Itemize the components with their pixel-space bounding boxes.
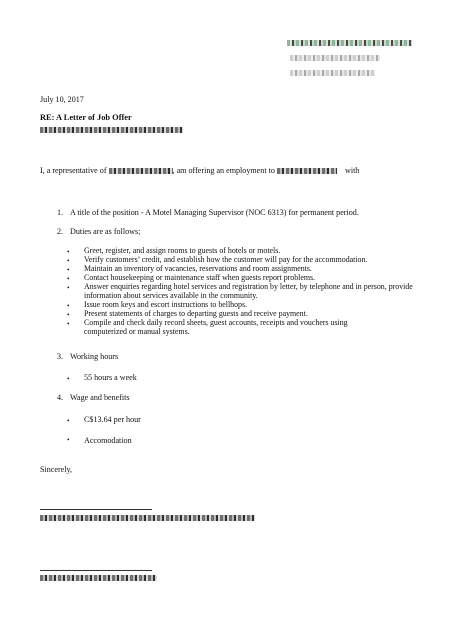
section-number: 2. [57, 227, 64, 236]
bullet-icon: • [67, 436, 70, 444]
section-number: 4. [57, 393, 64, 402]
redacted-employee-name [277, 168, 337, 174]
intro-paragraph [40, 166, 359, 176]
duty-item: Maintain an inventory of vacancies, reservations and room assignments. [84, 264, 312, 273]
duty-item: Greet, register, and assign rooms to guests of hotels or motels. [84, 246, 281, 255]
redacted-letterhead-line-3 [290, 70, 375, 76]
signature-line-employee [40, 570, 152, 571]
duty-item: Contact housekeeping or maintenance staff when guests report problems. [84, 273, 316, 282]
benefit-value: Accomodation [84, 436, 132, 445]
intro-middle: , am offering an employment to [172, 166, 275, 175]
bullet-icon: • [67, 248, 70, 256]
bullet-icon: • [67, 320, 70, 328]
signature-line-employer [40, 509, 152, 510]
bullet-icon: • [67, 284, 70, 292]
bullet-icon: • [67, 275, 70, 283]
redacted-letterhead-line-2 [290, 55, 380, 61]
wage-value: C$13.64 per hour [84, 415, 141, 424]
section-number: 1. [57, 208, 64, 217]
section-title-hours: Working hours [70, 352, 119, 361]
bullet-icon: • [67, 302, 70, 310]
duty-item: Issue room keys and escort instructions to bellhops. [84, 300, 248, 309]
redacted-recipient-line [40, 127, 183, 133]
bullet-icon: • [67, 417, 70, 425]
redacted-company-name [109, 168, 173, 174]
redacted-letterhead-line-1 [287, 40, 412, 46]
section-title-wage: Wage and benefits [70, 393, 130, 402]
section-title-position: A title of the position - A Motel Managing Supervisor (NOC 6313) for permanent period. [70, 208, 359, 217]
duty-item: Present statements of charges to departing guests and receive payment. [84, 309, 308, 318]
redacted-employee-signatory [40, 575, 157, 581]
duty-item: Answer enquiries regarding hotel services and registration by letter, by telephone and in person, provide information about services available in the community. [84, 282, 413, 300]
duty-item: Compile and check daily record sheets, guest accounts, receipts and vouchers using computerized or manual systems. [84, 318, 348, 336]
section-number: 3. [57, 352, 64, 361]
section-title-duties: Duties are as follows; [70, 227, 141, 236]
closing: Sincerely, [40, 465, 73, 474]
bullet-icon: • [67, 375, 70, 383]
bullet-icon: • [67, 311, 70, 319]
bullet-icon: • [67, 266, 70, 274]
redacted-employer-signatory [40, 515, 255, 521]
duty-item: Verify customers’ credit, and establish how the customer will pay for the accommodation. [84, 255, 368, 264]
bullet-icon: • [67, 257, 70, 265]
letter-subject: RE: A Letter of Job Offer [40, 113, 132, 122]
working-hours-value: 55 hours a week [84, 373, 137, 382]
intro-suffix: with [344, 166, 360, 175]
intro-prefix: I, a representative of [40, 166, 107, 175]
letter-date: July 10, 2017 [40, 95, 84, 104]
